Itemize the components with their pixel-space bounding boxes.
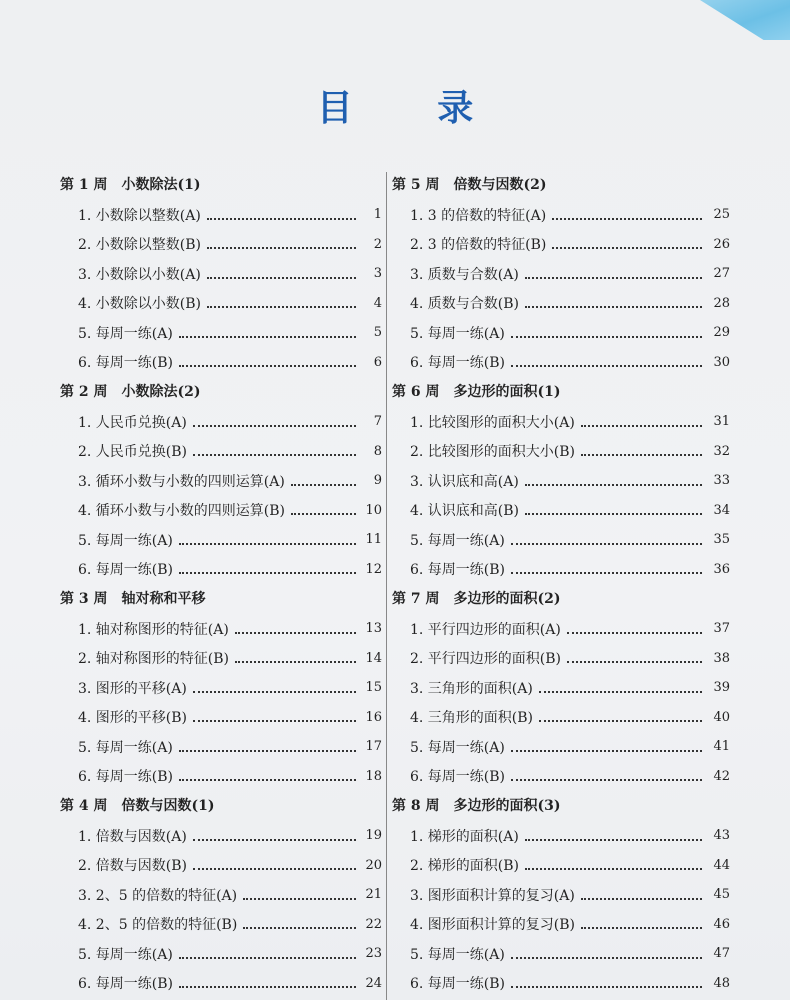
dot-leader [193, 839, 356, 841]
toc-entry-label: 4. 质数与合数(B) [410, 296, 520, 313]
toc-entry-label: 4. 认识底和高(B) [410, 503, 520, 520]
section-heading: 第 3 周 轴对称和平移 [60, 591, 206, 607]
toc-entry[interactable] [392, 407, 730, 437]
toc-entry-page-number: 25 [713, 207, 730, 223]
toc-section [60, 170, 382, 377]
toc-entry-page-number: 12 [365, 561, 382, 577]
toc-entry[interactable] [60, 732, 382, 762]
dot-leader [243, 898, 356, 900]
dot-leader [179, 543, 356, 545]
toc-entry-page-number: 9 [373, 473, 382, 489]
toc-entry-label: 1. 平行四边形的面积(A) [410, 621, 561, 638]
dot-leader [511, 572, 702, 574]
toc-entry-page-number: 34 [713, 502, 730, 518]
dot-leader [179, 779, 356, 781]
section-heading: 第 8 周 多边形的面积(3) [392, 798, 561, 814]
dot-leader [581, 454, 702, 456]
toc-entry-page-number: 1 [373, 207, 382, 223]
toc-entry-label: 4. 2、5 的倍数的特征(B) [78, 917, 238, 934]
toc-entry-label: 4. 图形的平移(B) [78, 710, 188, 727]
toc-section [60, 584, 382, 791]
toc-entry[interactable] [392, 318, 730, 348]
dot-leader [511, 750, 702, 752]
toc-entry-label: 6. 每周一练(B) [78, 976, 174, 993]
dot-leader [179, 336, 356, 338]
toc-entry[interactable] [392, 525, 730, 555]
toc-entry-label: 3. 认识底和高(A) [410, 473, 519, 490]
column-divider [386, 172, 387, 1000]
toc-entry-label: 2. 轴对称图形的特征(B) [78, 651, 230, 668]
toc-entry-page-number: 30 [713, 354, 730, 370]
toc-entry[interactable] [60, 437, 382, 467]
section-heading: 第 5 周 倍数与因数(2) [392, 177, 547, 193]
toc-entry-page-number: 29 [713, 325, 730, 341]
toc-entry[interactable] [60, 703, 382, 733]
toc-entry-page-number: 24 [365, 975, 382, 991]
dot-leader [193, 720, 356, 722]
toc-entry-page-number: 7 [373, 414, 382, 430]
toc-entry[interactable] [392, 614, 730, 644]
toc-entry-page-number: 18 [365, 768, 382, 784]
section-heading: 第 4 周 倍数与因数(1) [60, 798, 215, 814]
toc-entry[interactable] [60, 910, 382, 940]
dot-leader [511, 543, 702, 545]
toc-entry[interactable] [392, 437, 730, 467]
toc-entry-label: 1. 3 的倍数的特征(A) [410, 207, 547, 224]
toc-entry-page-number: 17 [365, 739, 382, 755]
toc-entry-label: 3. 循环小数与小数的四则运算(A) [78, 473, 285, 490]
toc-entry-label: 2. 比较图形的面积大小(B) [410, 444, 576, 461]
toc-entry-page-number: 40 [713, 709, 730, 725]
toc-entry-page-number: 26 [713, 236, 730, 252]
dot-leader [179, 986, 356, 988]
toc-entry-page-number: 37 [713, 621, 730, 637]
dot-leader [567, 632, 702, 634]
toc-entry-page-number: 13 [365, 621, 382, 637]
dot-leader [235, 661, 356, 663]
toc-entry-label: 5. 每周一练(A) [78, 946, 173, 963]
toc-entry-page-number: 22 [365, 916, 382, 932]
toc-entry[interactable] [392, 289, 730, 319]
toc-entry[interactable] [392, 703, 730, 733]
toc-entry-page-number: 4 [373, 295, 382, 311]
dot-leader [511, 779, 702, 781]
toc-entry[interactable] [392, 910, 730, 940]
toc-entry[interactable] [392, 969, 730, 999]
dot-leader [567, 661, 702, 663]
toc-entry-page-number: 23 [365, 946, 382, 962]
toc-entry-label: 5. 每周一练(A) [410, 739, 505, 756]
toc-entry-label: 5. 每周一练(A) [410, 946, 505, 963]
dot-leader [581, 425, 702, 427]
toc-entry[interactable] [60, 466, 382, 496]
toc-entry-page-number: 11 [365, 532, 382, 548]
toc-entry-label: 5. 每周一练(A) [78, 325, 173, 342]
toc-entry-page-number: 47 [713, 946, 730, 962]
toc-entry-page-number: 8 [373, 443, 382, 459]
section-heading: 第 1 周 小数除法(1) [60, 177, 201, 193]
toc-entry[interactable] [392, 732, 730, 762]
toc-entry[interactable] [392, 200, 730, 230]
toc-entry-label: 3. 质数与合数(A) [410, 266, 519, 283]
toc-entry-label: 2. 人民币兑换(B) [78, 444, 188, 461]
dot-leader [243, 927, 356, 929]
toc-entry-page-number: 38 [713, 650, 730, 666]
dot-leader [539, 720, 702, 722]
toc-entry-page-number: 10 [365, 502, 382, 518]
toc-right-column [392, 170, 730, 998]
toc-entry-label: 1. 小数除以整数(A) [78, 207, 201, 224]
toc-entry-page-number: 43 [713, 828, 730, 844]
toc-entry-label: 6. 每周一练(B) [410, 769, 506, 786]
toc-entry-page-number: 36 [713, 561, 730, 577]
section-heading: 第 2 周 小数除法(2) [60, 384, 201, 400]
dot-leader [539, 691, 702, 693]
toc-entry-label: 1. 轴对称图形的特征(A) [78, 621, 229, 638]
toc-entry[interactable] [60, 821, 382, 851]
toc-entry-page-number: 44 [713, 857, 730, 873]
toc-entry-page-number: 42 [713, 768, 730, 784]
dot-leader [525, 513, 702, 515]
toc-entry[interactable] [60, 614, 382, 644]
dot-leader [179, 957, 356, 959]
corner-tab-decoration [670, 0, 790, 40]
toc-entry[interactable] [392, 644, 730, 674]
dot-leader [291, 484, 356, 486]
dot-leader [581, 898, 702, 900]
dot-leader [193, 691, 356, 693]
dot-leader [193, 454, 356, 456]
toc-entry-label: 6. 每周一练(B) [410, 562, 506, 579]
toc-entry-label: 4. 小数除以小数(B) [78, 296, 202, 313]
toc-entry-label: 2. 倍数与因数(B) [78, 858, 188, 875]
toc-section [392, 791, 730, 998]
toc-entry-label: 1. 比较图形的面积大小(A) [410, 414, 575, 431]
dot-leader [525, 868, 702, 870]
toc-entry-label: 3. 2、5 的倍数的特征(A) [78, 887, 238, 904]
page-title: 目 录 [316, 87, 510, 129]
toc-entry-label: 6. 每周一练(B) [410, 355, 506, 372]
toc-entry[interactable] [392, 259, 730, 289]
toc-entry[interactable] [60, 348, 382, 378]
toc-entry-label: 6. 每周一练(B) [78, 562, 174, 579]
dot-leader [207, 306, 356, 308]
dot-leader [207, 277, 356, 279]
toc-entry-page-number: 32 [713, 443, 730, 459]
dot-leader [193, 868, 356, 870]
dot-leader [525, 484, 702, 486]
toc-entry-label: 2. 平行四边形的面积(B) [410, 651, 562, 668]
toc-entry-label: 2. 小数除以整数(B) [78, 237, 202, 254]
toc-entry[interactable] [392, 939, 730, 969]
toc-entry[interactable] [60, 939, 382, 969]
toc-entry-label: 5. 每周一练(A) [410, 532, 505, 549]
dot-leader [511, 336, 702, 338]
dot-leader [235, 632, 356, 634]
toc-entry-label: 2. 梯形的面积(B) [410, 858, 520, 875]
dot-leader [511, 957, 702, 959]
toc-entry[interactable] [60, 673, 382, 703]
toc-entry-page-number: 19 [365, 828, 382, 844]
toc-entry-label: 4. 循环小数与小数的四则运算(B) [78, 503, 286, 520]
toc-entry-page-number: 28 [713, 295, 730, 311]
dot-leader [581, 927, 702, 929]
toc-entry[interactable] [392, 880, 730, 910]
toc-entry-page-number: 31 [713, 414, 730, 430]
toc-entry-label: 5. 每周一练(A) [78, 739, 173, 756]
toc-entry-label: 3. 小数除以小数(A) [78, 266, 201, 283]
dot-leader [179, 750, 356, 752]
toc-entry-label: 4. 图形面积计算的复习(B) [410, 917, 576, 934]
toc-entry-label: 3. 图形的平移(A) [78, 680, 187, 697]
dot-leader [291, 513, 356, 515]
dot-leader [525, 306, 702, 308]
toc-entry[interactable] [60, 289, 382, 319]
section-heading: 第 6 周 多边形的面积(1) [392, 384, 561, 400]
toc-entry[interactable] [60, 496, 382, 526]
dot-leader [525, 277, 702, 279]
dot-leader [207, 218, 356, 220]
toc-entry-label: 6. 每周一练(B) [78, 355, 174, 372]
toc-entry-page-number: 3 [373, 266, 382, 282]
section-heading: 第 7 周 多边形的面积(2) [392, 591, 561, 607]
dot-leader [179, 572, 356, 574]
dot-leader [552, 218, 702, 220]
toc-entry-page-number: 45 [713, 887, 730, 903]
toc-entry-page-number: 46 [713, 916, 730, 932]
toc-entry[interactable] [60, 644, 382, 674]
toc-entry-page-number: 39 [713, 680, 730, 696]
dot-leader [193, 425, 356, 427]
toc-entry[interactable] [60, 555, 382, 585]
toc-entry[interactable] [60, 200, 382, 230]
toc-section [392, 377, 730, 584]
toc-section [60, 791, 382, 998]
toc-entry-page-number: 48 [713, 975, 730, 991]
toc-entry-page-number: 2 [373, 236, 382, 252]
toc-entry[interactable] [60, 880, 382, 910]
toc-entry-page-number: 21 [365, 887, 382, 903]
toc-entry[interactable] [392, 762, 730, 792]
toc-section [392, 584, 730, 791]
toc-entry-page-number: 27 [713, 266, 730, 282]
toc-entry[interactable] [392, 555, 730, 585]
toc-entry-page-number: 20 [365, 857, 382, 873]
toc-entry-label: 3. 三角形的面积(A) [410, 680, 533, 697]
toc-entry-label: 4. 三角形的面积(B) [410, 710, 534, 727]
dot-leader [179, 365, 356, 367]
dot-leader [511, 365, 702, 367]
toc-entry[interactable] [392, 496, 730, 526]
toc-entry[interactable] [392, 821, 730, 851]
toc-entry[interactable] [60, 230, 382, 260]
toc-entry[interactable] [60, 318, 382, 348]
toc-entry-label: 6. 每周一练(B) [78, 769, 174, 786]
toc-entry-label: 1. 梯形的面积(A) [410, 828, 519, 845]
toc-entry[interactable] [60, 851, 382, 881]
toc-entry-page-number: 6 [373, 354, 382, 370]
toc-entry[interactable] [60, 969, 382, 999]
toc-entry[interactable] [60, 525, 382, 555]
toc-entry-label: 1. 人民币兑换(A) [78, 414, 187, 431]
toc-entry-page-number: 16 [365, 709, 382, 725]
dot-leader [511, 986, 702, 988]
toc-entry-label: 5. 每周一练(A) [78, 532, 173, 549]
dot-leader [552, 247, 702, 249]
dot-leader [525, 839, 702, 841]
toc-entry[interactable] [392, 673, 730, 703]
toc-entry[interactable] [60, 407, 382, 437]
dot-leader [207, 247, 356, 249]
toc-left-column [60, 170, 382, 998]
toc-entry-page-number: 41 [713, 739, 730, 755]
toc-entry-label: 6. 每周一练(B) [410, 976, 506, 993]
toc-entry[interactable] [392, 851, 730, 881]
toc-section [392, 170, 730, 377]
toc-entry[interactable] [392, 348, 730, 378]
toc-entry-page-number: 5 [373, 325, 382, 341]
toc-entry-page-number: 35 [713, 532, 730, 548]
toc-entry-page-number: 14 [365, 650, 382, 666]
toc-entry[interactable] [392, 466, 730, 496]
toc-entry-label: 5. 每周一练(A) [410, 325, 505, 342]
toc-entry-page-number: 15 [365, 680, 382, 696]
toc-entry[interactable] [392, 230, 730, 260]
toc-entry-label: 1. 倍数与因数(A) [78, 828, 187, 845]
toc-entry-page-number: 33 [713, 473, 730, 489]
toc-section [60, 377, 382, 584]
toc-entry-label: 2. 3 的倍数的特征(B) [410, 237, 547, 254]
toc-entry[interactable] [60, 762, 382, 792]
toc-entry[interactable] [60, 259, 382, 289]
toc-entry-label: 3. 图形面积计算的复习(A) [410, 887, 575, 904]
